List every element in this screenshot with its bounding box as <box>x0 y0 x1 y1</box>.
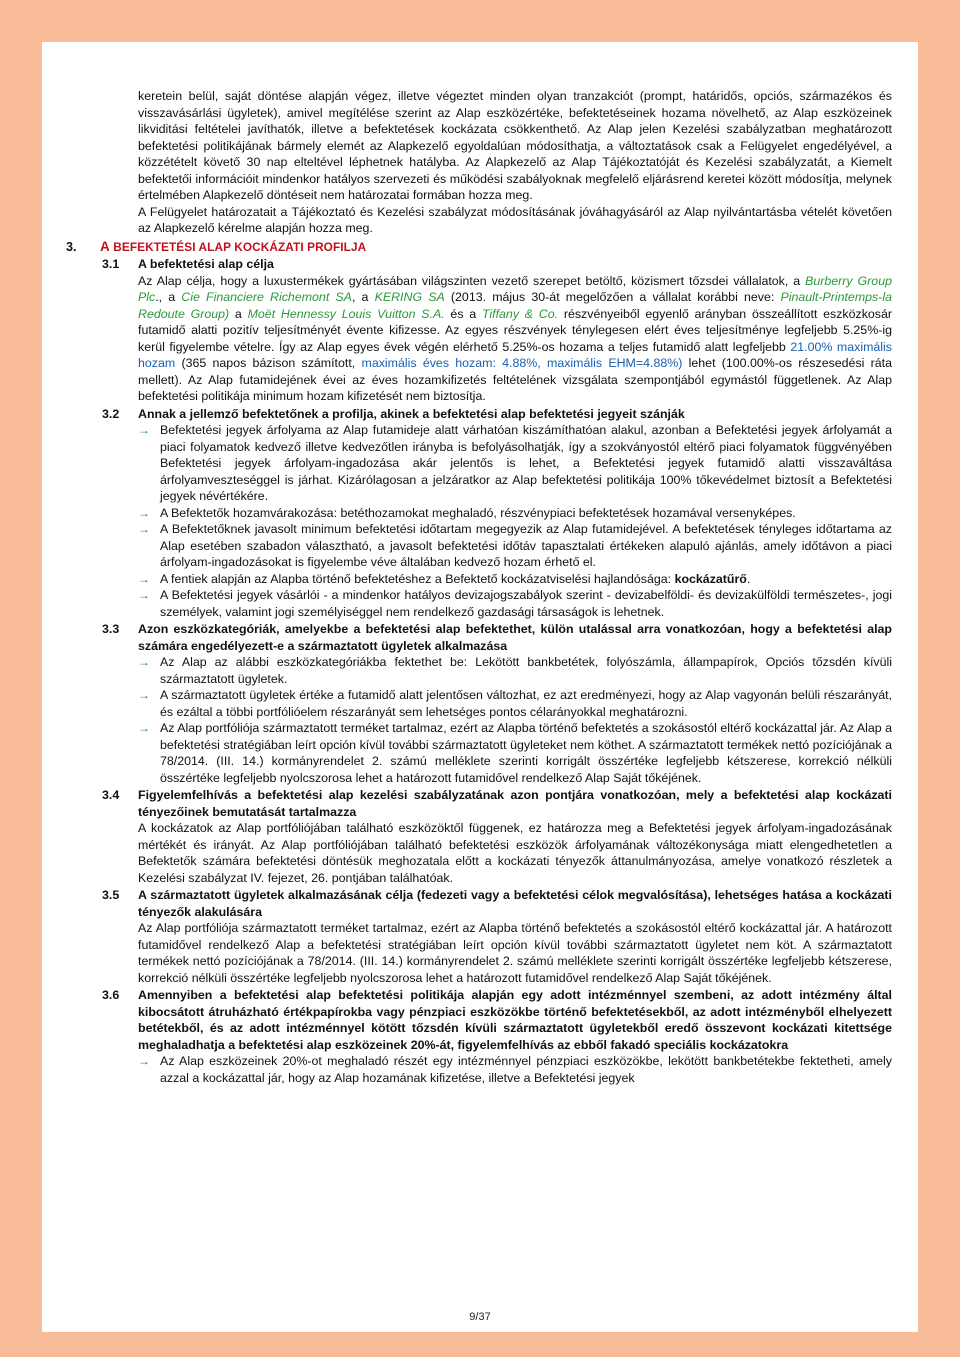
list-item: → A származtatott ügyletek értéke a futamidő alatt jelentősen változhat, ez azt eredményezi, hogy az Alap vagyonán belüli részarányát, és ezáltal a többi portfólióelem részarányát sem lehetséges pontos célarányokkal meghatározni. <box>138 688 892 719</box>
subsection-title: Annak a jellemző befektetőnek a profilja, akinek a befektetési alap befektetési jegyeit szánják <box>138 406 685 421</box>
max-annual-yield: maximális éves hozam: 4.88%, maximális EHM=4.88%) <box>361 356 683 370</box>
subsection-3-4 <box>102 787 892 886</box>
list-item: → A fentiek alapján az Alapba történő befektetéshez a Befektető kockázatviselési hajlandósága: kockázatűrő. <box>138 571 751 586</box>
subsection-3-5 <box>102 887 892 986</box>
list-item: → Az Alap az alábbi eszközkategóriákba fektethet be: Lekötött bankbetétek, folyószámla, állampapírok, Opciós tőzsdén kívüli származtatott ügyletek. <box>138 655 892 686</box>
list-item: → Az Alap eszközeinek 20%-ot meghaladó részét egy intézménnyel pénzpiaci eszközökbe, lekötött bankbetétekbe fektetheti, amely azzal a kockázattal jár, hogy az Alap hozamának kifizetése, illetve a Befektetési jegyek <box>138 1054 892 1085</box>
arrow-right-icon: → <box>138 688 150 702</box>
kering-link: KERING SA <box>374 290 445 304</box>
document-body <box>66 88 893 1086</box>
subsection-title: Azon eszközkategóriák, amelyekbe a befektetési alap befektethet, külön utalással arra vonatkozóan, hogy a befektetési alap számára engedélyezett-e a származtatott ügyletek alkalmazása <box>138 622 892 653</box>
subsection-number: 3.3 <box>102 622 120 636</box>
section-number: 3. <box>66 239 77 254</box>
pinault-link: Pinault-Printemps-la Redoute Group) <box>138 290 892 321</box>
subsection-number: 3.5 <box>102 888 120 902</box>
arrow-right-icon: → <box>138 423 150 437</box>
max-yield: 21.00% maximális hozam <box>138 339 892 370</box>
subsection-text: Az Alap portfóliója származtatott terméket tartalmaz, ezért az Alapba történő befektetés a szokásostól eltérő kockázattal jár. A határozott futamidővel rendelkező Alap a befektetési stratégiában leírt opción kívül további származtatott ügyletet nem köt. A származtatott termékek nettó pozíciójának a 78/2014. (III. 14.) kormányrendelet 2. számú melléklete szerinti korrigált összértéke legfeljebb kétszerese, korrekció nélküli összértéke legfeljebb nyolcszorosa lehet a határozott futamidővel rendelkező Alap Saját tőkéjének. <box>138 921 892 985</box>
subsection-title: A származtatott ügyletek alkalmazásának célja (fedezeti vagy a befektetési célok megvalósítása), lehetséges hatása a kockázati tényezők alakulására <box>138 888 892 919</box>
list-item: → A Befektetőknek javasolt minimum befektetési időtartam megegyezik az Alap futamidejével. A befektetések tényleges időtartama az Alap esetében szabadon választható, a javasolt befektetési időtáv tapasztalati értékeken alapuló ajánlás, amely időtávon a piaci árfolyam-ingadozásokat is figyelembe véve általában kedvező hozam érhető el. <box>138 522 892 569</box>
intro-paragraph-2: A Felügyelet határozatait a Tájékoztató és Kezelési szabályzat módosításának jóváhagyásáról az Alap nyilvántartásba vételét követően az Alapkezelő kérelme alapján hozza meg. <box>138 204 892 235</box>
arrow-right-icon: → <box>138 655 150 669</box>
subsection-number: 3.2 <box>102 406 120 421</box>
list-item: → A Befektetők hozamvárakozása: betéthozamokat meghaladó, részvénypiaci befektetések hozamával versenyképes. <box>138 505 796 520</box>
list-item: → Az Alap portfóliója származtatott terméket tartalmaz, ezért az Alapba történő befektetés a szokásostól eltérő kockázattal jár. Az Alap a befektetési stratégiában leírt opción kívül további származtatott ügyleteket nem köthet. A származtatott termékek nettó pozíciójának a 78/2014. (III. 14.) kormányrendelet 2. számú melléklete szerinti korrigált összértéke legfeljebb kétszerese, korrekció nélküli összértéke legfeljebb nyolcszorosa lehet a határozott futamidővel rendelkező Alap Saját tőkéjének. <box>138 721 892 785</box>
section-3-heading <box>66 239 892 256</box>
list-item: → A Befektetési jegyek vásárlói - a mindenkor hatályos devizajogszabályok szerint - devizabelföldi- és devizakülföldi természetes-, jogi személyek, valamint jogi személyiséggel nem rendelkező gazdasági társaságok is lehetnek. <box>138 588 892 619</box>
arrow-right-icon: → <box>138 588 150 602</box>
burberry-link: Burberry Group Plc <box>138 273 892 304</box>
section-title: A BEFEKTETÉSI ALAP KOCKÁZATI PROFILJA <box>100 238 367 254</box>
arrow-right-icon: → <box>138 1054 150 1068</box>
subsection-number: 3.4 <box>102 788 120 802</box>
moet-link: Moët Hennessy Louis Vuitton S.A. <box>247 306 445 321</box>
subsection-title: A befektetési alap célja <box>138 257 274 271</box>
arrow-right-icon: → <box>138 721 150 735</box>
page-number: 9/37 <box>469 1311 491 1323</box>
tiffany-link: Tiffany & Co. <box>481 306 559 321</box>
subsection-number: 3.6 <box>102 988 120 1002</box>
arrow-right-icon: → <box>138 571 150 586</box>
subsection-3-3 <box>102 621 892 786</box>
subsection-text: Az Alap célja, hogy a luxustermékek gyártásában világszinten vezető szerepet betöltő, közismert tőzsdei vállalatok, a Burberry Group Plc., a Cie Financiere Richemont SA, a KERING SA (2013. május 30-át megelőzően a vállalat korábbi neve: Pinault-Printemps-la Redoute Group) a Moët Hennessy Louis Vuitton S.A. és a Tiffany & Co. részvényeiből egyenlő arányban összeállított eszközkosár futamidő alatti pozitív teljesítményét évente kifizesse. Az egyes részvények ténylegesen elért éves teljesítménye legfeljebb 5.25%-ig kerül figyelembe vételre. Így az Alap egyes évek végén elérhető 5.25%-os hozama a teljes futamidő alatt legfeljebb 21.00% maximális hozam (365 napos bázison számított, maximális éves hozam: 4.88%, maximális EHM=4.88%) lehet (100.00%-os részesedési ráta mellett). Az Alap futamidejének évei az éves hozamkifizetés feltételének vizsgálata szempontjából egymástól függetlenek. Az Alap befektetési politikája minimum hozam kifizetését nem biztosítja. <box>138 273 893 403</box>
subsection-3-2 <box>102 406 892 621</box>
intro-paragraph: keretein belül, saját döntése alapján végez, illetve végeztet minden olyan tranzakciót (prompt, határidős, opciós, származékos és visszavásárlási ügyletek), amivel megítélése szerint az Alap eszközértéke, befektetéseinek hozama növelhető, az Alap eszközeinek likviditási feltételei javíthatók, illetve a befektetések kockázata csökkenthető. Az Alap jelen Kezelési szabályzatban meghatározott befektetési politikájának bármely elemét az Alapkezelő egyoldalúan módosíthatja, a változtatások csak a Felügyelet engedélyével, a közzétételt követő 30 nap elteltével léphetnek hatályba. Az Alapkezelő az Alap Tájékoztatóját és Kezelési szabályzatát, a Kiemelt befektetői információit mindenkor hatályos szervezeti és működési szabályoknak megfelelő eljárásrend keretei között módosítja, melynek értelmében Alapkezelő döntéseit nem határozatai formában hozza meg. <box>138 89 892 202</box>
subsection-text: A kockázatok az Alap portfóliójában található eszközöktől függenek, ez határozza meg a Befektetési jegyek árfolyam-ingadozásának mértékét és irányát. Az Alap portfóliójában található befektetési eszközök árfolyamának változékonysága miatt elengedhetetlen a Befektetők számára befektetési döntésük meghozatala előtt a kockázati tényezők áttanulmányozása, amelye vonatkozó részletek a Kezelési szabályzat IV. fejezet, 26. pontjában találhatóak. <box>138 821 892 885</box>
subsection-3-6 <box>102 987 892 1086</box>
list-item: → Befektetési jegyek árfolyama az Alap futamideje alatt várhatóan kiszámíthatóan alakul, azonban a Befektetési jegyek árfolyamát a piaci folyamatok kedvező illetve kedvezőtlen irányba is befolyásolhatják, így a szokványostól eltérő piaci folyamatok függvényében Befektetési jegyek árfolyam-ingadozása akár jelentős is lehet, a Befektetési jegyek futamidő alatti visszaváltása árfolyamveszteséggel is járhat. Kizárólagosan a jelzáratkor az Alap befektetési politikája 100% tőkevédelmet biztosít a Befektetési jegyek névértékére. <box>138 423 892 503</box>
arrow-right-icon: → <box>138 505 150 520</box>
subsection-number: 3.1 <box>102 257 120 271</box>
subsection-title: Figyelemfelhívás a befektetési alap kezelési szabályzatának azon pontjára vonatkozóan, mely a befektetési alap kockázati tényezőinek bemutatását tartalmazza <box>138 788 892 819</box>
arrow-right-icon: → <box>138 522 150 536</box>
cie-link: Cie Financiere Richemont SA <box>181 290 352 304</box>
subsection-title: Amennyiben a befektetési alap befektetési politikája alapján egy adott intézménnyel szembeni, az adott intézmény által kibocsátott átruházható értékpapírokba vagy pénzpiaci eszközökbe történő befektetésekből, az adott intézményből elhelyezett betétekből, és az adott intézménnyel kötött tőzsdén kívüli származtatott ügyletekből eredő összevont kockázati kitettsége meghaladhatja a befektetési alap eszközeinek 20%-át, figyelemfelhívás az ebből fakadó speciális kockázatokra <box>138 988 892 1052</box>
subsection-3-1 <box>102 256 893 405</box>
